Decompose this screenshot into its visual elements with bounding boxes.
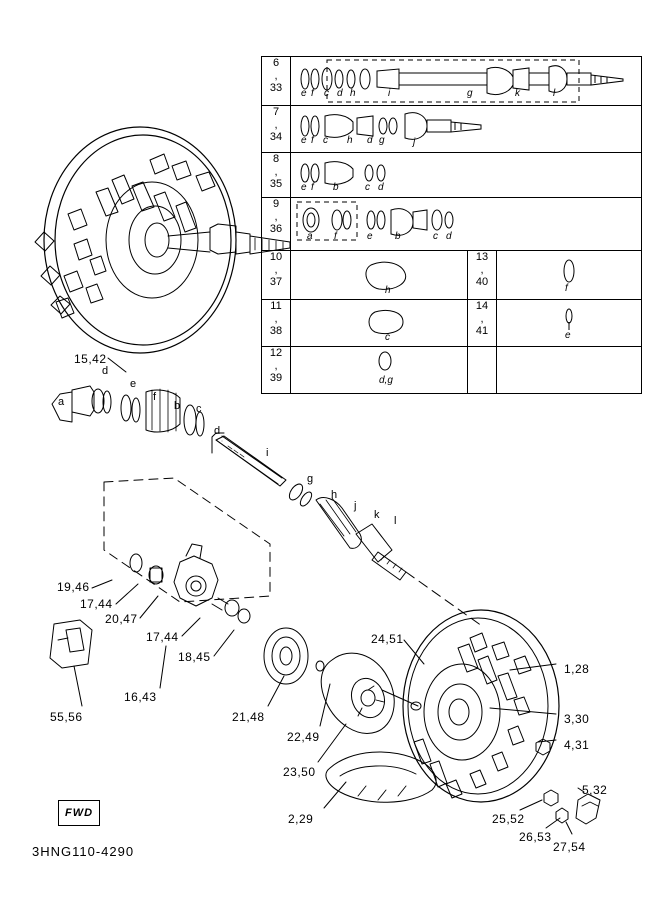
letter-e: e [367,231,373,242]
row-cell-9-36 [291,198,642,251]
matrix-row-11-38 [262,300,642,347]
matrix-row-6-33 [262,57,642,106]
row-art-6-33 [291,57,639,105]
letter-c: c [323,135,328,146]
letter-d: d [337,88,343,99]
row-art-13-40 [497,251,641,299]
row-cell-7-34 [291,106,642,153]
letter-b: b [333,182,339,193]
letter-e: e [301,182,307,193]
callout-16-43: 16,43 [124,690,157,704]
letter-e: e [301,88,307,99]
letter-d: d [367,135,373,146]
fwd-label: FWD [64,807,94,819]
row-number-7-34: 7 , 34 [262,106,291,153]
leader-lines [74,358,584,834]
callout-5-32: 5,32 [582,783,608,797]
letter-h: h [385,285,391,296]
row-number-11-38: 11 , 38 [262,300,291,347]
row-number-13-40: 13 , 40 [468,251,497,300]
matrix-row-9-36 [262,198,642,251]
letter-e: e [565,330,571,341]
letter-c: c [385,332,390,343]
shaft-letter-c: c [196,403,202,415]
callout-23-50: 23,50 [283,765,316,779]
callout-55-56: 55,56 [50,710,83,724]
callout-4-31: 4,31 [564,738,590,752]
drive-shaft-assembly-middle [52,386,482,626]
callout-24-51: 24,51 [371,632,404,646]
row-art-9-36 [291,198,639,250]
callout-2-29: 2,29 [288,812,314,826]
shaft-letter-l: l [394,515,397,527]
shaft-letter-b: b [174,400,181,412]
letter-i: i [388,88,391,99]
shaft-letter-d-2: d [214,425,221,437]
row-art-8-35 [291,153,639,197]
knuckle-subassembly [104,478,270,623]
letter-g: g [467,88,473,99]
fwd-direction-marker [58,800,100,826]
shaft-letter-a: a [58,396,65,408]
letter-c: c [365,182,370,193]
callout-1-28: 1,28 [564,662,590,676]
letter-d: d [446,231,452,242]
row-number-10-37: 10 , 37 [262,251,291,300]
letter-f: f [311,88,314,99]
row-cell-empty-right-num [468,347,497,394]
row-cell-13-40 [497,251,642,300]
callout-18-45: 18,45 [178,650,211,664]
row-number-8-35: 8 , 35 [262,153,291,198]
letter-d: d [378,182,384,193]
shaft-letter-d-1: d [102,365,109,377]
row-art-10-37 [291,251,467,299]
row-cell-12-39 [291,347,468,394]
callout-17-44-a: 17,44 [80,597,113,611]
shaft-letter-g: g [307,473,314,485]
callout-26-53: 26,53 [519,830,552,844]
row-art-7-34 [291,106,639,152]
row-cell-8-35 [291,153,642,198]
letter-j: j [413,137,416,148]
front-wheel-upper [35,127,290,353]
letter-l: l [553,88,556,99]
row-number-6-33: 6 , 33 [262,57,291,106]
letter-h: h [350,88,356,99]
parts-matrix-table [261,56,642,394]
callout-25-52: 25,52 [492,812,525,826]
row-number-12-39: 12 , 39 [262,347,291,394]
callout-27-54: 27,54 [553,840,586,854]
matrix-row-12-39 [262,347,642,394]
matrix-row-8-35 [262,153,642,198]
row-cell-14-41 [497,300,642,347]
row-number-9-36: 9 , 36 [262,198,291,251]
letter-g: g [379,135,385,146]
letter-f: f [311,135,314,146]
row-cell-10-37 [291,251,468,300]
letter-k: k [515,88,520,99]
row-cell-empty-right [497,347,642,394]
letter-c: c [324,88,329,99]
letter-b: b [395,231,401,242]
row-number-14-41: 14 , 41 [468,300,497,347]
callout-15-42: 15,42 [74,352,107,366]
letter-h: h [347,135,353,146]
shaft-letter-j: j [354,500,357,512]
shaft-letter-i: i [266,447,269,459]
bracket-part [50,620,92,668]
letter-f: f [311,182,314,193]
letter-e: e [301,135,307,146]
letter-dg: d,g [379,375,393,386]
letter-f: f [565,283,568,294]
callout-22-49: 22,49 [287,730,320,744]
shaft-letter-f: f [153,391,157,403]
callout-19-46: 19,46 [57,580,90,594]
row-cell-6-33 [291,57,642,106]
letter-f: f [334,231,337,242]
letter-c: c [433,231,438,242]
matrix-row-7-34 [262,106,642,153]
letter-a: a [307,231,313,242]
callout-21-48: 21,48 [232,710,265,724]
callout-20-47: 20,47 [105,612,138,626]
row-cell-11-38 [291,300,468,347]
row-art-12-39 [291,347,467,393]
matrix-row-10-37 [262,251,642,300]
shaft-letter-h: h [331,489,338,501]
shaft-letter-k: k [374,509,380,521]
shaft-letter-e: e [130,378,137,390]
callout-3-30: 3,30 [564,712,590,726]
front-wheel-lower [403,610,559,802]
callout-17-44-b: 17,44 [146,630,179,644]
row-art-11-38 [291,300,467,346]
drawing-part-number: 3HNG110-4290 [32,844,135,859]
